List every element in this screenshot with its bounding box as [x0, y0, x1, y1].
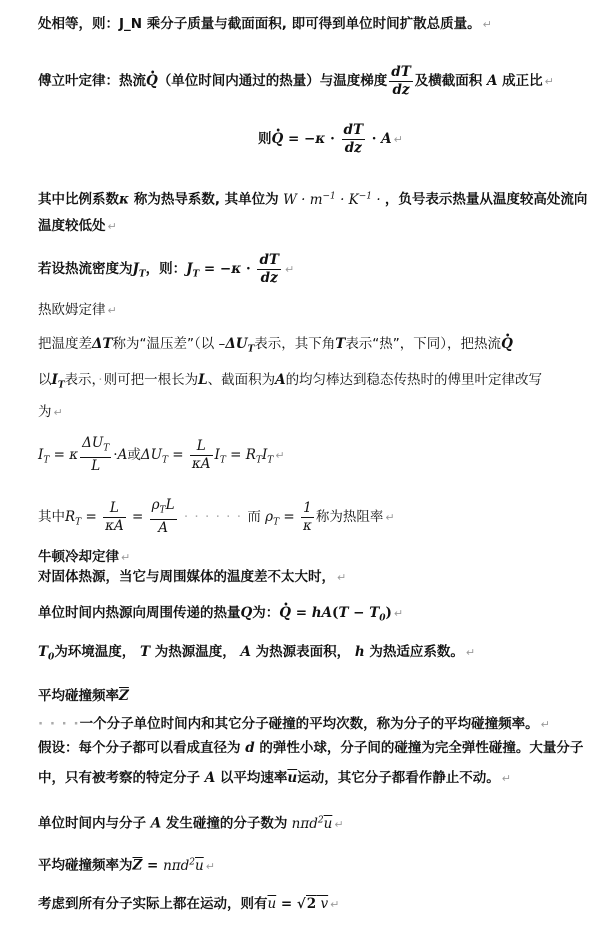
text-line-9: 以$I_T$表示，·则可把一根长为L、截面积为A的均匀棒达到稳态传热时的傅里叶定律改写	[38, 372, 543, 391]
line-1-text: 处相等，则：J_N 乘分子质量与截面面积, 即可得到单位时间扩散总质量。	[38, 16, 481, 32]
text-line-7: 热欧姆定律 ↵	[38, 302, 117, 318]
temp-gradient-fraction: $\frac{dT}{dz}$	[391, 63, 411, 98]
text-line-15: 单位时间内热源向周围传递的热量Q为：• $Q = hA(T - T_0)$ ↵	[38, 603, 403, 629]
heat-flow-symbol: • Q	[146, 62, 158, 100]
thermal-ohm-formula: $I_T = \kappa$ $\frac{\Delta U_T}{L}$ ·A或$\Delta U_T$ = $\frac{L}{\kappa A}$ $I_T = R_TI_T$ ↵	[38, 434, 285, 475]
text-line-19: 假设：每个分子都可以看成直径为 d 的弹性小球，分子间的碰撞为完全弹性碰撞。大量分子	[38, 740, 584, 756]
text-line-10: 为 ↵	[38, 404, 63, 420]
text-line-20: 中，只有被考察的特定分子 A 以平均速率$\overline{u}$运动，其它分子都看作静止不动。 ↵	[38, 770, 511, 786]
text-line-1	[38, 14, 492, 35]
thermal-resistance-formula: 其中$R_T$ = $\frac{L}{\kappa A}$ = $\frac{\rho_TL}{A}$ · · · · · · 而 $\rho_T$ = $\frac{1}{\kappa}$ 称为热阻率 ↵	[38, 496, 395, 537]
text-line-17: 平均碰撞频率$\overline{Z}$	[38, 688, 129, 704]
text-line-4: 其中比例系数κ 称为热导系数, 其单位为 $W \cdot m^{-1} \cdot K^{-1}$ · ，负号表示热量从温度较高处流向	[38, 191, 588, 208]
text-line-23: 考虑到所有分子实际上都在运动，则有$\overline{u} = √2$ v ↵	[38, 896, 340, 912]
text-line-5: 温度较低处 ↵	[38, 218, 117, 234]
text-line-21: 单位时间内与分子 A 发生碰撞的分子数为 $n\pi d^2\overline{u}$ ↵	[38, 815, 344, 832]
fourier-formula: 则• Q = −κ · $\frac{dT}{dz}$ · A ↵	[258, 120, 403, 159]
text-line-6: 若设热流密度为$J_T$，则：$J_T = -\kappa$ · $\frac{dT}{dz}$ ↵	[38, 251, 295, 286]
text-line-14: 对固体热源，当它与周围媒体的温度差不太大时， ↵	[38, 569, 347, 585]
paragraph-mark: ↵	[482, 18, 492, 31]
text-line-2: 傅立叶定律：热流• Q（单位时间内通过的热量）与温度梯度 $\frac{dT}{dz}$ 及横截面积 A 成正比 ↵	[38, 62, 554, 101]
text-line-18: · · · ·一个分子单位时间内和其它分子碰撞的平均次数，称为分子的平均碰撞频率。 ↵	[38, 716, 550, 732]
text-line-8: 把温度差ΔT称为“温压差”（以 $-\Delta U_T$表示，其下角T表示“热”，下同），把热流• Q	[38, 334, 513, 360]
text-line-16: $T_0$为环境温度， T 为热源温度， A 为热源表面积， h 为热适应系数。 ↵	[38, 644, 476, 663]
text-line-13: 牛顿冷却定律 ↵	[38, 549, 131, 565]
text-line-22: 平均碰撞频率为$\overline{Z} = n\pi d^2\overline{u}$ ↵	[38, 857, 215, 874]
